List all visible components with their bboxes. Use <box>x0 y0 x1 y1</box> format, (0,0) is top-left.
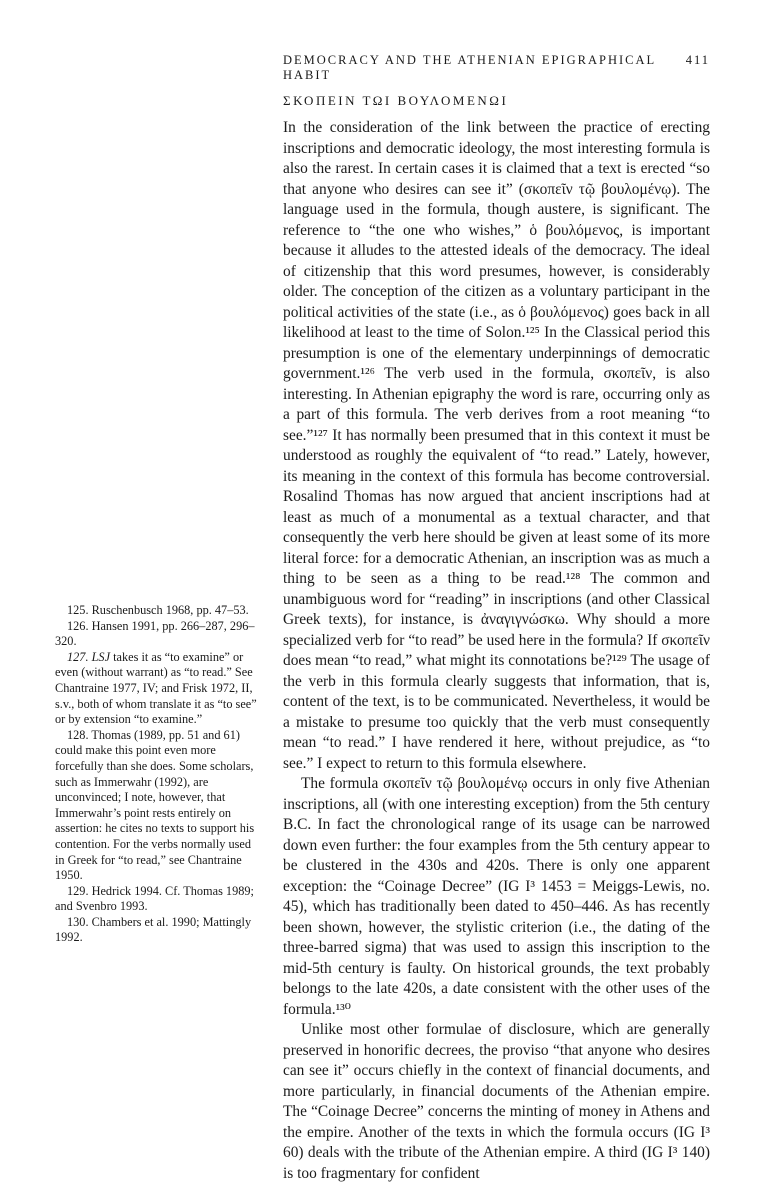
page-number: 411 <box>685 53 710 67</box>
paragraph: In the consideration of the link between the practice of erecting inscriptions and democratic ideology, the most interesting formula is also the rarest. In certain cases it is claimed that a text is erected “so that anyone who desires can see it” (σκοπεῖν τῷ βουλομένῳ). The language used in the formula, though austere, is significant. The reference to “the one who wishes,” ὁ βουλόμενος, is important because it alludes to the attested ideals of the democracy. The ideal of citizenship that this word presumes, however, is considerably older. The conception of the citizen as a voluntary participant in the political activities of the state (i.e., as ὁ βουλόμενος) goes back in all likelihood at least to the time of Solon.¹²⁵ In the Classical period this presumption is one of the elementary underpinnings of democratic government.¹²⁶ The verb used in the formula, σκοπεῖν, is also interesting. In Athenian epigraphy the word is rare, occurring only as a part of this formula. The verb derives from a root meaning “to see.”¹²⁷ It has normally been presumed that in this context it must be understood as roughly the equivalent of “to read.” Lately, however, its meaning in the context of this formula has become controversial. Rosalind Thomas has now argued that ancient inscriptions had at least as much of a monumental as a textual character, and that consequently the verb here should be given at least some of its more literal force: for a democratic Athenian, an inscription was as much a thing to be seen as a thing to be read.¹²⁸ The common and unambiguous word for “reading” in inscriptions (and other Classical Greek texts), for instance, is ἀναγιγνώσκω. Why should a more specialized verb for “to read” be used here in the formula? If σκοπεῖν does mean “to read,” what might its connotations be?¹²⁹ The usage of the verb in this formula clearly suggests that information, that is, content of the text, is to be communicated. Nevertheless, it would be a mistake to presume too quickly that the verb must consequently mean “to read.” I have rendered it here, without prejudice, as “to see.” I expect to return to this formula elsewhere. <box>283 119 710 772</box>
running-title: DEMOCRACY AND THE ATHENIAN EPIGRAPHICAL HABIT <box>283 53 656 82</box>
running-header <box>283 53 710 83</box>
paragraph: The formula σκοπεῖν τῷ βουλομένῳ occurs in only five Athenian inscriptions, all (with one interesting exception) from the 5th century B.C. In fact the chronological range of its usage can be narrowed down even further: the four examples from the 5th century appear to be clustered in the 430s and 420s. There is only one apparent exception: the “Coinage Decree” (IG I³ 1453 = Meiggs-Lewis, no. 45), which has traditionally been dated to 450–446. As has recently been shown, however, the stylistic criterion (i.e., the dating of the three-barred sigma) that was used to assign this inscription to the mid-5th century is faulty. On historical grounds, the text probably belongs to the late 420s, a date consistent with the other uses of the formula.¹³⁰ <box>283 775 710 1018</box>
footnote-129: 129. Hedrick 1994. Cf. Thomas 1989; and Svenbro 1993. <box>55 883 254 914</box>
footnote-127 <box>55 650 262 728</box>
footnote-127-text: takes it as “to examine” or even (without warrant) as “to read.” See Chantraine 1977, IV; and Frisk 1972, II, s.v., both of whom translate it as “to see” or by extension “to examine.” <box>55 649 257 727</box>
footnote-126: 126. Hansen 1991, pp. 266–287, 296–320. <box>55 618 255 649</box>
footnote-130: 130. Chambers et al. 1990; Mattingly 1992. <box>55 914 252 945</box>
main-text <box>283 118 710 1184</box>
footnote-125: 125. Ruschenbusch 1968, pp. 47–53. <box>67 603 249 617</box>
paragraph: Unlike most other formulae of disclosure, which are generally preserved in honorific decrees, the proviso “that anyone who desires can see it” occurs chiefly in the context of financial documents, and more particularly, in financial documents of the Athenian empire. The “Coinage Decree” concerns the minting of money in Athens and the empire. Another of the texts in which the formula occurs (IG I³ 60) deals with the tribute of the Athenian empire. A third (IG I³ 140) is too fragmentary for confident <box>283 1021 710 1182</box>
section-title: ΣΚΟΠΕΙΝ ΤΩΙ ΒΟΥΛΟΜΕΝΩΙ <box>283 93 509 108</box>
footnotes <box>55 603 262 946</box>
footnote-128: 128. Thomas (1989, pp. 51 and 61) could make this point even more forcefully than she does. Some scholars, such as Immerwahr (1992), are unconvinced; I note, however, that Immerwahr’s point rests entirely on assertion: he cites no texts to support his contention. For the verbs normally used in Greek for “to read,” see Chantraine 1950. <box>55 727 255 883</box>
footnote-127-prefix: 127. LSJ <box>67 649 111 664</box>
